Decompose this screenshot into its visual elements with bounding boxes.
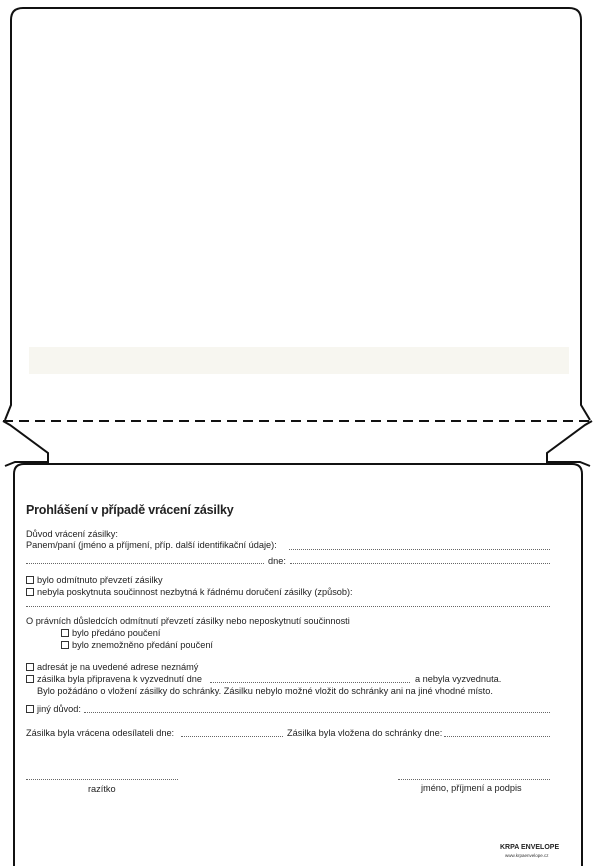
checkbox[interactable] — [26, 705, 34, 713]
stamp-field[interactable] — [26, 779, 178, 780]
checkbox[interactable] — [26, 576, 34, 584]
mailbox-note: Bylo požádáno o vložení zásilky do schránky. Zásilku nebylo možné vložit do schránky ani na jiné vhodné místo. — [37, 686, 493, 696]
option-other-label: jiný důvod: — [37, 704, 81, 714]
option-refused-label: bylo odmítnuto převzetí zásilky — [37, 575, 163, 585]
method-field[interactable] — [26, 606, 550, 607]
option-instruction-prevented[interactable] — [61, 640, 213, 651]
person-field-line-2[interactable] — [26, 563, 264, 564]
option-instruction-given-label: bylo předáno poučení — [72, 628, 161, 638]
date-label: dne: — [268, 556, 286, 566]
inserted-label: Zásilka byla vložena do schránky dne: — [287, 728, 443, 738]
brand-logo: KRPA ENVELOPE — [500, 844, 560, 851]
option-no-cooperation-label: nebyla poskytnuta součinnost nezbytná k řádnému doručení zásilky (způsob): — [37, 587, 353, 597]
option-no-cooperation[interactable] — [26, 587, 353, 598]
person-field[interactable] — [289, 549, 550, 550]
option-unknown-label: adresát je na uvedené adrese neznámý — [37, 662, 199, 672]
option-instruction-given[interactable] — [61, 628, 160, 639]
date-field[interactable] — [290, 563, 550, 564]
signature-field[interactable] — [398, 779, 550, 780]
checkbox[interactable] — [61, 629, 69, 637]
checkbox[interactable] — [26, 588, 34, 596]
ready-date-field[interactable] — [210, 682, 410, 683]
returned-label: Zásilka byla vrácena odesílateli dne: — [26, 728, 175, 738]
reason-heading: Důvod vrácení zásilky: — [26, 529, 118, 539]
form-title: Prohlášení v případě vrácení zásilky — [26, 503, 234, 517]
other-reason-field[interactable] — [84, 712, 550, 713]
brand-url: www.krpaenvelope.cz — [505, 853, 549, 858]
consequences-label: O právních důsledcích odmítnutí převzetí zásilky nebo neposkytnutí součinnosti — [26, 616, 350, 626]
checkbox[interactable] — [61, 641, 69, 649]
option-instruction-prevented-label: bylo znemožněno předání poučení — [72, 640, 213, 650]
option-unknown[interactable] — [26, 662, 198, 673]
checkbox[interactable] — [26, 663, 34, 671]
inserted-date-field[interactable] — [444, 736, 550, 737]
returned-date-field[interactable] — [181, 736, 283, 737]
option-other[interactable] — [26, 704, 81, 715]
not-collected-label: a nebyla vyzvednuta. — [415, 674, 502, 684]
stamp-label: razítko — [88, 784, 116, 794]
option-ready[interactable] — [26, 674, 202, 685]
signature-label: jméno, příjmení a podpis — [421, 783, 522, 793]
option-refused[interactable] — [26, 575, 163, 586]
person-label: Panem/paní (jméno a příjmení, příp. další identifikační údaje): — [26, 540, 277, 550]
checkbox[interactable] — [26, 675, 34, 683]
option-ready-label: zásilka byla připravena k vyzvednutí dne — [37, 674, 202, 684]
